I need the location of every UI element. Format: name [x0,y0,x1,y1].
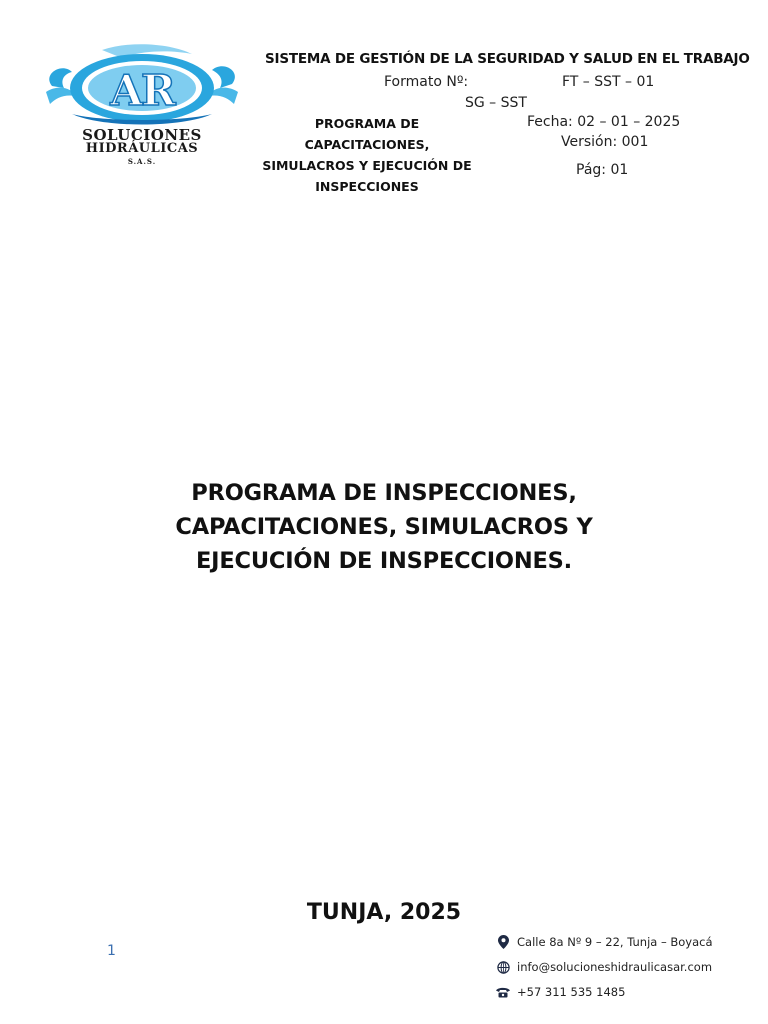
contact-address [495,935,713,949]
document-date: Fecha: 02 – 01 – 2025 [527,114,681,130]
email-text[interactable]: info@solucioneshidraulicasar.com [517,960,713,974]
system-title: SISTEMA DE GESTIÓN DE LA SEGURIDAD Y SALUD EN EL TRABAJO [265,51,750,67]
logo-company-name-line2: HIDRÁULICAS [85,141,199,156]
program-title: PROGRAMA DE CAPACITACIONES, SIMULACROS Y EJECUCIÓN DE INSPECCIONES [262,116,472,194]
logo-company-suffix: S.A.S. [127,157,157,166]
location-pin-icon [495,935,511,949]
company-logo [42,44,242,174]
page-number: 1 [107,943,116,959]
logo-initials: AR [110,66,174,115]
format-code: FT – SST – 01 [562,74,655,90]
document-version: Versión: 001 [561,134,649,150]
logo-company-name-line1: SOLUCIONES [82,126,202,144]
main-title [0,476,768,578]
document-page: Pág: 01 [576,162,629,178]
contact-email [495,960,712,974]
city-year: TUNJA, 2025 [306,900,462,925]
format-code-secondary: SG – SST [465,95,527,111]
address-text: Calle 8a Nº 9 – 22, Tunja – Boyacá [517,935,713,949]
main-title-line3: EJECUCIÓN DE INSPECCIONES. [196,548,572,574]
main-title-line1: PROGRAMA DE INSPECCIONES, [191,480,577,506]
contact-phone [495,985,625,999]
telephone-icon [495,985,511,999]
globe-icon [495,960,511,974]
main-title-line2: CAPACITACIONES, SIMULACROS Y [175,514,593,540]
format-label: Formato Nº: [384,74,469,90]
phone-text[interactable]: +57 311 535 1485 [517,985,626,999]
